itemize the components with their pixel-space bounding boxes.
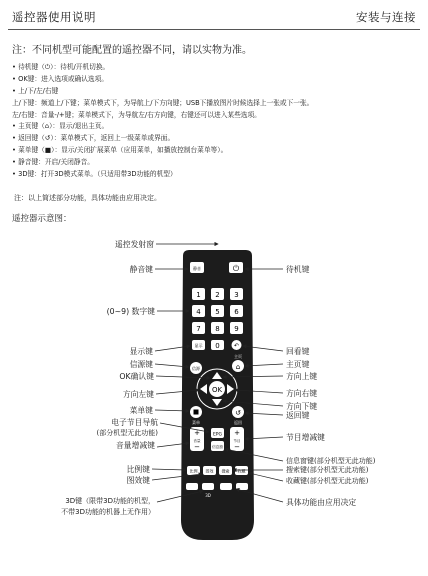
info-key-label: 信息窗键(部分机型无此功能) bbox=[286, 457, 376, 465]
fav-button-label: 收藏 bbox=[237, 468, 246, 474]
mute-button-label: 静音 bbox=[193, 266, 201, 271]
epg-note-label: (部分机型无此功能) bbox=[96, 429, 158, 437]
epg-button-label: EPG bbox=[212, 432, 223, 438]
digit-label: 0 bbox=[215, 342, 220, 350]
digit-label: 4 bbox=[196, 308, 201, 316]
key-description-item: 左/右键：音量-/+键；菜单模式下，为导航左/右方向键，右键还可以进入某些选项。 bbox=[12, 110, 261, 119]
menu-small-label: 菜单 bbox=[192, 420, 200, 425]
digit-label: 9 bbox=[234, 325, 239, 333]
ir-window-label: 遥控发射窗 bbox=[115, 240, 154, 249]
right-key-label: 方向右键 bbox=[286, 389, 318, 398]
three-d-button bbox=[202, 483, 214, 490]
extra-button-2 bbox=[220, 483, 232, 490]
key-description-item: • 主页键（⌂）：显示/退出主页。 bbox=[12, 122, 109, 131]
compatibility-note: 注：不同机型可能配置的遥控器不同，请以实物为准。 bbox=[12, 45, 252, 56]
up-key-label: 方向上键 bbox=[286, 372, 318, 381]
plus-icon: + bbox=[234, 429, 240, 437]
key-description-item: • OK键：进入选项或确认选项。 bbox=[12, 74, 108, 83]
chapter-title: 安装与连接 bbox=[356, 10, 416, 24]
source-button-label: 信源 bbox=[192, 366, 200, 371]
extra-button-3 bbox=[236, 483, 248, 490]
home-icon: ⌂ bbox=[235, 363, 241, 371]
three-d-note-label: 不带3D功能的机器上无作用） bbox=[61, 508, 155, 516]
channel-key-label: 节目增减键 bbox=[286, 433, 325, 442]
key-description-item: • 上/下/左/右键 bbox=[12, 86, 59, 95]
digit-label: 7 bbox=[196, 325, 201, 333]
return-small-label: 返回 bbox=[234, 420, 242, 425]
diagram-title: 遥控器示意图： bbox=[12, 214, 72, 224]
digit-label: 6 bbox=[234, 308, 239, 316]
ok-button-label: OK bbox=[211, 386, 223, 394]
digit-label: 3 bbox=[234, 291, 239, 299]
section-title: 遥控器使用说明 bbox=[12, 10, 96, 24]
key-description-item: • 3D键：打开3D模式菜单。（只适用带3D功能的机型） bbox=[12, 170, 177, 179]
mute-key-label: 静音键 bbox=[129, 265, 153, 274]
plus-icon: + bbox=[194, 429, 200, 437]
key-description-item: • 静音键：开启/关闭静音。 bbox=[12, 158, 94, 167]
minus-icon: − bbox=[194, 443, 200, 451]
digit-label: 8 bbox=[215, 325, 220, 333]
menu-square-icon bbox=[194, 410, 199, 415]
info-button-label: 信息窗 bbox=[212, 445, 223, 449]
source-key-label: 信源键 bbox=[129, 360, 153, 369]
digit-label: 5 bbox=[215, 308, 220, 316]
digit-label: 1 bbox=[196, 291, 201, 299]
recall-key-label: 回看键 bbox=[286, 347, 310, 356]
search-key-label: 搜索键(部分机型无此功能) bbox=[286, 466, 369, 474]
extra-button-1 bbox=[186, 483, 198, 490]
ratio-button-label: 比例 bbox=[189, 468, 198, 474]
channel-small-label: 节目 bbox=[233, 439, 241, 443]
mode-button-label: 图效 bbox=[205, 468, 214, 474]
key-description-item: • 待机键（⏻）：待机/开机切换。 bbox=[12, 63, 110, 71]
function-footnote: 注：以上简述部分功能，具体功能由应用决定。 bbox=[14, 194, 161, 202]
menu-key-label: 菜单键 bbox=[129, 406, 153, 415]
three-d-key-label: 3D键（限带3D功能的机型， bbox=[65, 497, 155, 505]
minus-icon: − bbox=[234, 443, 240, 451]
standby-key-label: 待机键 bbox=[286, 265, 310, 274]
volume-key-label: 音量增减键 bbox=[116, 441, 155, 450]
digit-label: 2 bbox=[215, 291, 220, 299]
app-defined-label: 具体功能由应用决定 bbox=[286, 498, 357, 507]
fav-key-label: 收藏键(部分机型无此功能) bbox=[286, 477, 369, 485]
mode-key-label: 图效键 bbox=[126, 476, 150, 485]
three-d-small-label: 3D bbox=[205, 493, 211, 498]
volume-small-label: 音量 bbox=[193, 439, 201, 443]
key-description-item: 上/下键：频道上/下键；菜单模式下，为导航上/下方向键；USB下播放图片时候选择上一张或下一张。 bbox=[12, 98, 314, 107]
key-description-item: • 返回键（↺）：菜单模式下，返回上一级菜单或界面。 bbox=[12, 134, 175, 143]
epg-key-label: 电子节目导航 bbox=[111, 418, 158, 427]
display-key-label: 显示键 bbox=[129, 347, 153, 356]
home-key-label: 主页键 bbox=[286, 360, 310, 369]
home-small-label: 主页 bbox=[234, 354, 242, 359]
recall-icon: ↶ bbox=[233, 342, 240, 350]
down-key-label: 方向下键 bbox=[286, 402, 318, 411]
left-key-label: 方向左键 bbox=[122, 390, 154, 399]
power-icon: ⏻ bbox=[232, 264, 240, 273]
ratio-key-label: 比例键 bbox=[126, 465, 150, 474]
display-button-label: 显示 bbox=[194, 343, 203, 348]
return-key-label: 返回键 bbox=[286, 411, 310, 420]
key-description-item: • 菜单键（■）：显示/关闭扩展菜单（应用菜单，如播放控制台菜单等）。 bbox=[12, 146, 228, 155]
digit-keypad bbox=[192, 288, 243, 334]
return-icon: ↺ bbox=[235, 409, 241, 417]
digit-keys-label: (0~9) 数字键 bbox=[106, 307, 155, 316]
search-button-label: 搜索 bbox=[221, 468, 230, 474]
ok-key-label: OK确认键 bbox=[119, 372, 154, 381]
